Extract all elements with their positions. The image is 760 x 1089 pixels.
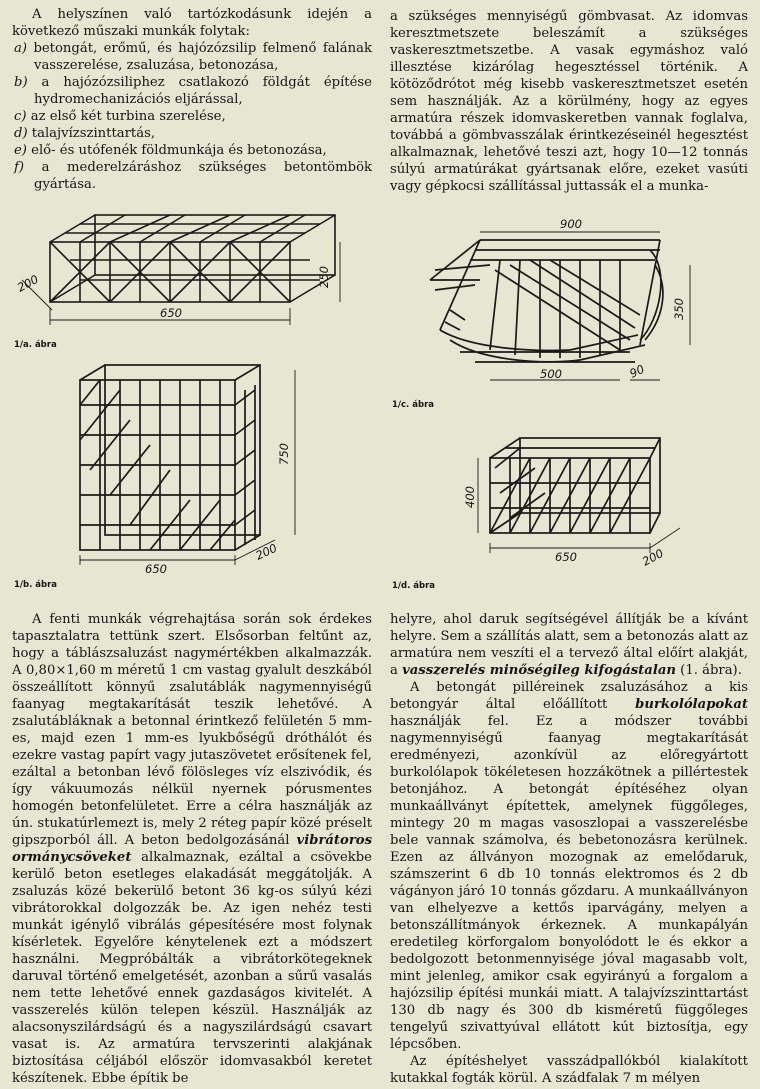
dim-1c-height: 350 [672,298,686,320]
dim-1b-width: 650 [145,562,167,575]
body-paragraph-3: A betongát pillérеinek zsaluzásához a kis betongyár által előállított burkolólapokat használják fel. Ez a módszer további nagymennyiségű faanyag megtakarítását eredményezi, azonkívül az előregyártott burkolólapok tökéletesen hozzákötnek a pillértestek betonjához. A betongát építéséhez olyan munkaállványt építettek, amelynek függőleges, mintegy 20 m magas vasoszlopai a vasszerelésbe bele vannak számolva, és bebetonozásra kerülnek. Ezen az állványon mozognak az emelődaruk, számszerint 6 db 10 tonnás elektromos és 2 db vágányon járó 10 tonnás gőzdaru. A munkaállványon van elhelyezve a kettős iparvágány, melyen a betonszállítmányok érkeznek. A munkapályán eredetileg körforgalom bonyolódott le és ekkor a bedolgozott betonmennyisége jóval magasabb volt, mint jelenleg, amikor csak egyirányú a forgalom a hajózsilip építési munkái miatt. A talajvízszinttartást 130 db nagy és 300 db kisméretű függőleges tengelyű szivattyúval ellátott kút biztosítja, egy lépcsőben. [390,680,748,1052]
continuation-paragraph: a szükséges mennyiségű gömbvasat. Az idomvas keresztmetszete beleszámít a szükséges vaskeresztmetszetbe. A vasak egymáshoz való illesztése kizárólag hegesztéssel történik. A kötöződrótot még kisebb vaskeresztmetszet esetén sem használják. Az a körülmény, hogy az egyes armatúra részek idomvaskeretben vannak foglalva, továbbá a gömbvasszálak érintkezéseinél hegesztést alkalmaznak, lehetővé teszi azt, hogy 10—12 tonnás súlyú armatúrákat gyártsanak előre, ezeket vasúti vagy gépkocsi szállítással juttassák el a munka- [390,9,748,194]
body-paragraph-2: helyre, ahol daruk segítségével állítják be a kívánt helyre. Sem a szállítás alatt, sem a betonozás alatt az armatúra nem veszíti el a tervező által előírt alakját, a vasszerelés minőségileg kifogástalan (1. ábra). [390,612,748,678]
body-paragraph-1: A fenti munkák végrehajtása során sok érdekes tapasztalatra tettünk szert. Elsősorban feltűnt az, hogy a táblászsaluzást nagymértékben alkalmazzák. A 0,80×1,60 m méretű 1 cm vastag gyalult deszkából összeállított könnyű zsalutáblák nagymennyiségű faanyag megtakarítását teszik lehetővé. A zsalutábláknak a betonnal érintkező felületén 5 mm-es, majd ezen 1 mm-es lyukbőségű dróthálót és ezekre vastag papírt vagy jutaszövetet erősítenek fel, ezáltal a betonban lévő fölösleges víz elszivódik, és így vákuumozás nélkül nyernek pórusmentes homogén betonfelületet. Erre a célra használják az ún. stukatúrlemezt is, mely 2 réteg papír közé préselt gipszporból áll. A beton bedolgozásánál vibrátoros ormánycsöveket alkalmaznak, ezáltal a csövekbe kerülő beton esetleges elakadását meggátolják. A zsaluzás közé bekerülő betont 36 kg-os súlyú kézi vibrátorokkal dolgozzák be. Az igen nehéz testi munkát igénylő vibrálás gépesítésére most folynak kísérletek. Egyelőre kénytelenek ezt a módszert használni. Megpróbálták a vibrátorkötegeknek daruval történő emelgetését, azonban a sűrű vasalás nem tette lehetővé ennek gazdaságos kivitelét. A vasszerelés külön telepen készül. Használják az alacsonyszilárdságú és a nagyszilárdságú csavart vasat is. Az armatúra tervszerinti alakjának biztosítása céljából először idomvasakból keretet készítenek. Ebbe építik be [12,612,372,1086]
body-left-column [12,611,372,1087]
list-item-e: e) elő- és utófenék földmunkája és betonozása, [14,143,327,158]
list-item-f: f) a mederelzáráshoz szükséges betontömbök gyártása. [14,160,372,192]
caption-1d: 1/d. ábra [392,581,436,591]
dim-1d-length: 650 [555,550,577,564]
figure-1c-rebar-cage [420,210,710,400]
dim-1b-height: 750 [277,443,291,465]
emphasis-vibrator-pipes: vibrátoros ormánycsöveket [12,833,372,865]
caption-1b: 1/b. ábra [14,580,58,590]
list-item-a: a) betongát, erőmű, és hajózózsilip felmenő falának vasszerelése, zsaluzása, betonozása, [14,41,372,73]
dim-1d-depth: 200 [639,545,666,569]
figure-1b-rebar-cage [30,360,310,575]
dim-1a-height: 250 [317,266,331,288]
emphasis-cladding-panels: burkolólapokat [635,697,748,712]
continuation-column [390,8,748,195]
list-item-d: d) talajvízszinttartás, [14,126,156,141]
figure-1d-rebar-cage [440,428,680,578]
dim-1c-top-length: 900 [560,217,582,231]
list-item-b: b) a hajózózsiliphez csatlakozó földgát építése hydromechanizációs eljárással, [14,75,372,107]
intro-paragraph: A helyszínen való tartózkodásunk idején a következő műszaki munkák folytak: [12,7,372,39]
dim-1c-bottom-length: 500 [540,367,562,381]
emphasis-quality: vasszerelés minőségileg kifogástalan [402,663,676,678]
intro-list-column [12,6,372,193]
dim-1a-depth: 200 [14,271,41,295]
figure-1a-rebar-cage [10,200,350,340]
body-right-column [390,611,748,1087]
body-paragraph-4: Az építéshelyet vasszádpallókból kialakított kutakkal fogták körül. A szádfalak 7 m mélyen [390,1054,748,1086]
caption-1c: 1/c. ábra [392,400,434,410]
list-item-c: c) az első két turbina szerelése, [14,109,226,124]
caption-1a: 1/a. ábra [14,340,57,350]
dim-1b-depth: 200 [253,540,280,563]
dim-1d-height: 400 [463,486,477,508]
dim-1a-length: 650 [160,306,182,320]
dim-1c-offset: 90 [627,361,647,381]
